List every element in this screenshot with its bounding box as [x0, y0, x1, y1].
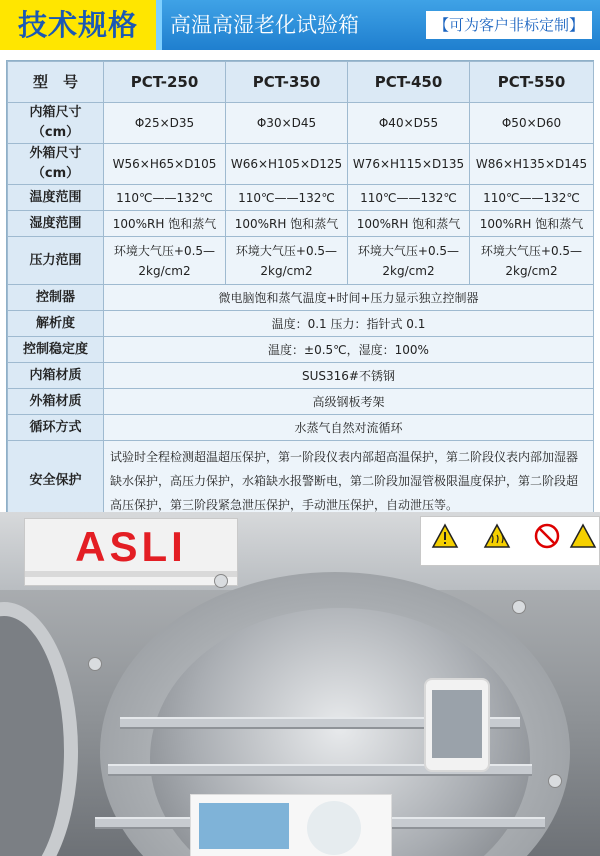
table-cell: 高级钢板考架 [104, 389, 594, 415]
row-label: 解析度 [8, 311, 104, 337]
table-cell: 温度：±0.5℃，湿度：100% [104, 337, 594, 363]
brand-plate [24, 518, 238, 586]
table-cell: 微电脑饱和蒸气温度+时间+压力显示独立控制器 [104, 285, 594, 311]
model-name: PCT-450 [348, 62, 470, 103]
brand-plate-strip [25, 571, 237, 577]
table-cell: W76×H115×D135 [348, 144, 470, 185]
table-cell: Φ40×D55 [348, 103, 470, 144]
table-cell: 试验时全程检测超温超压保护，第一阶段仪表内部超高温保护，第二阶段仪表内部加湿器缺水保护，高压力保护，水箱缺水报警断电，第二阶段加湿管极限温度保护，第二阶段超高压保护，第三阶段紧急泄压保护，手动泄压保护，自动泄压等。 [104, 441, 594, 522]
brand-logo: ASLI [75, 523, 187, 570]
table-cell: 环境大气压+0.5— 2kg/cm2 [104, 237, 226, 285]
table-cell: 水蒸气自然对流循环 [104, 415, 594, 441]
sample-card [190, 794, 392, 856]
table-row [8, 337, 594, 363]
open-door [0, 602, 78, 856]
table-cell: Φ50×D60 [470, 103, 594, 144]
table-row [8, 185, 594, 211]
banner-title: 技术规格 [0, 0, 156, 50]
table-cell: 100%RH 饱和蒸气 [348, 211, 470, 237]
model-name: PCT-350 [226, 62, 348, 103]
no-touch-icon [533, 523, 561, 549]
row-label: 控制器 [8, 285, 104, 311]
row-label: 压力范围 [8, 237, 104, 285]
model-label: 型 号 [8, 62, 104, 103]
row-label: 温度范围 [8, 185, 104, 211]
row-label: 外箱尺寸（cm） [8, 144, 104, 185]
table-cell: SUS316#不锈钢 [104, 363, 594, 389]
sample-phone [424, 678, 490, 772]
row-label: 安全保护 [8, 441, 104, 522]
model-name: PCT-550 [470, 62, 594, 103]
row-label: 控制稳定度 [8, 337, 104, 363]
table-header-row [8, 62, 594, 103]
spec-table-container [6, 60, 594, 512]
table-cell: 110℃——132℃ [226, 185, 348, 211]
row-label: 外箱材质 [8, 389, 104, 415]
spec-table [7, 61, 594, 522]
screw [214, 574, 228, 588]
table-row [8, 285, 594, 311]
table-row [8, 144, 594, 185]
row-label: 湿度范围 [8, 211, 104, 237]
row-label: 内箱材质 [8, 363, 104, 389]
screw [88, 657, 102, 671]
table-cell: 环境大气压+0.5— 2kg/cm2 [226, 237, 348, 285]
table-cell: Φ25×D35 [104, 103, 226, 144]
table-cell: 110℃——132℃ [104, 185, 226, 211]
table-cell: 110℃——132℃ [348, 185, 470, 211]
table-cell: W56×H65×D105 [104, 144, 226, 185]
model-name: PCT-250 [104, 62, 226, 103]
caution-icon [569, 523, 597, 549]
screw [548, 774, 562, 788]
row-label: 循环方式 [8, 415, 104, 441]
table-row [8, 237, 594, 285]
card-image [199, 803, 289, 849]
table-cell: 环境大气压+0.5— 2kg/cm2 [348, 237, 470, 285]
warning-label-plate [420, 516, 600, 566]
header-banner [0, 0, 600, 50]
table-cell: 温度：0.1 压力：指针式 0.1 [104, 311, 594, 337]
product-name: 高温高湿老化试验箱 [170, 13, 359, 37]
table-cell: 110℃——132℃ [470, 185, 594, 211]
table-cell: W86×H135×D145 [470, 144, 594, 185]
table-row [8, 103, 594, 144]
warning-icon [431, 523, 459, 549]
table-cell: 100%RH 饱和蒸气 [104, 211, 226, 237]
table-row [8, 415, 594, 441]
table-cell: 100%RH 饱和蒸气 [226, 211, 348, 237]
table-row [8, 389, 594, 415]
table-cell: W66×H105×D125 [226, 144, 348, 185]
table-row [8, 211, 594, 237]
table-row [8, 311, 594, 337]
table-row [8, 363, 594, 389]
product-photo [0, 512, 600, 856]
table-cell: 环境大气压+0.5— 2kg/cm2 [470, 237, 594, 285]
hot-surface-icon [483, 523, 511, 549]
row-label: 内箱尺寸（cm） [8, 103, 104, 144]
phone-screen [432, 690, 482, 758]
screw [512, 600, 526, 614]
banner-divider [156, 0, 162, 50]
card-disc [307, 801, 361, 855]
table-cell: Φ30×D45 [226, 103, 348, 144]
table-cell: 100%RH 饱和蒸气 [470, 211, 594, 237]
custom-note-badge: 【可为客户非标定制】 [426, 11, 592, 39]
table-row [8, 441, 594, 522]
